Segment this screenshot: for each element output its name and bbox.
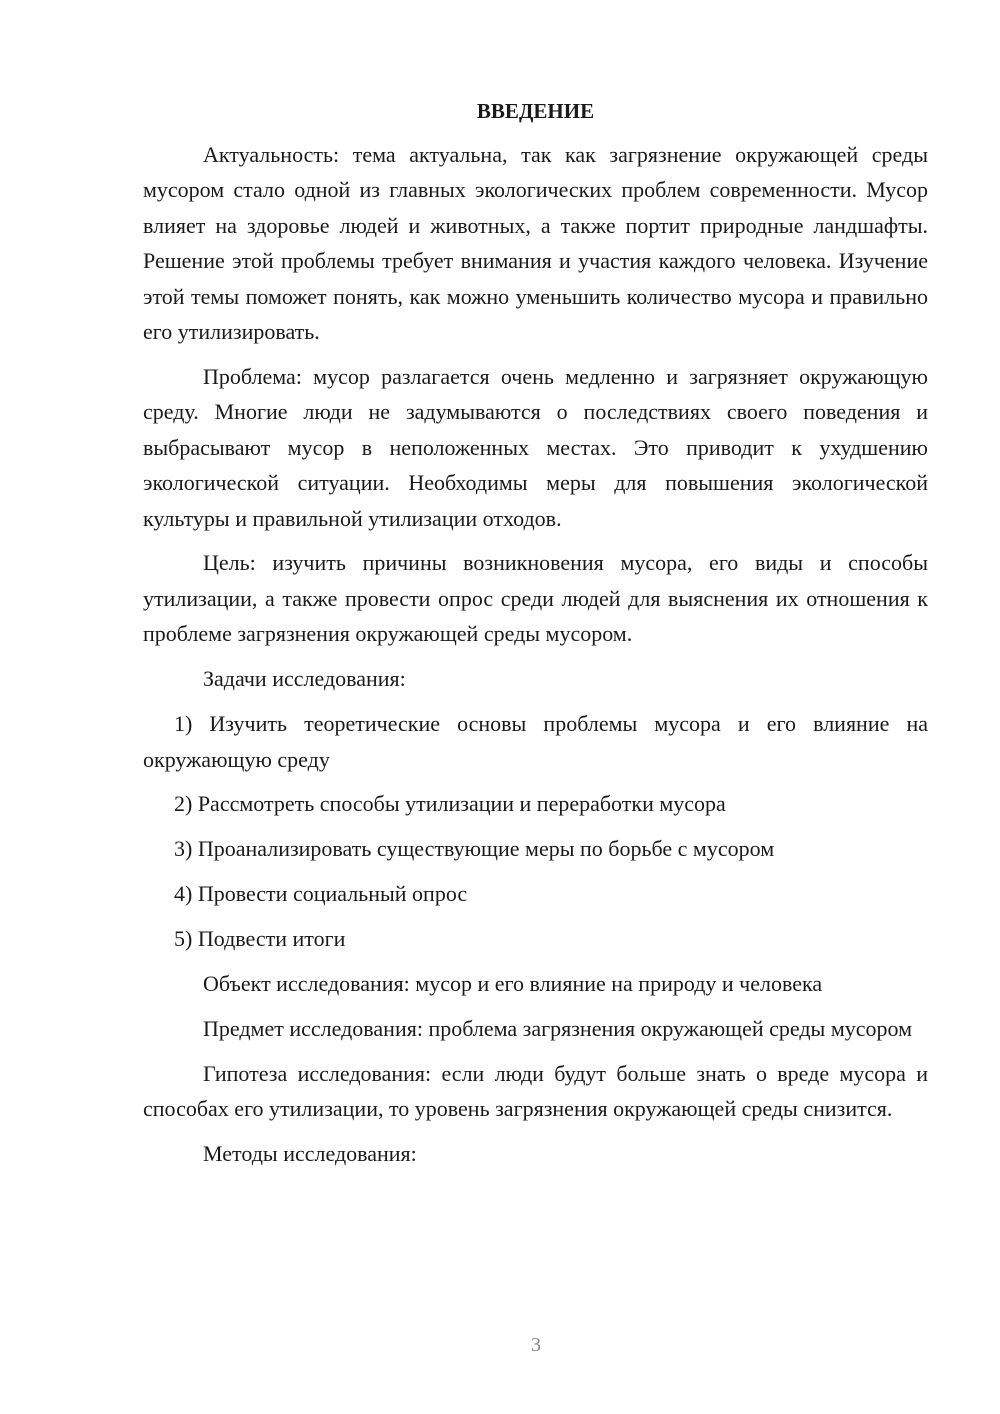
goal-paragraph: Цель: изучить причины возникновения мусора, его виды и способы утилизации, а также провести опрос среди людей для выяснения их отношения к проблеме загрязнения окружающей среды мусором. — [143, 550, 928, 647]
object-paragraph: Объект исследования: мусор и его влияние на природу и человека — [203, 971, 823, 997]
task-item: 1) Изучить теоретические основы проблемы мусора и его влияние на окружающую среду — [143, 711, 928, 772]
task-item: 5) Подвести итоги — [174, 926, 346, 952]
relevance-paragraph: Актуальность: тема актуальна, так как загрязнение окружающей среды мусором стало одной из главных экологических проблем современности. Мусор влияет на здоровье людей и животных, а также портит природные ландшафты. Решение этой проблемы требует внимания и участия каждого человека. Изучение этой темы поможет понять, как можно уменьшить количество мусора и правильно его утилизировать. — [143, 142, 928, 345]
task-item: 4) Провести социальный опрос — [174, 881, 468, 907]
methods-heading: Методы исследования: — [203, 1141, 417, 1167]
tasks-heading: Задачи исследования: — [203, 666, 406, 692]
section-title: ВВЕДЕНИЕ — [476, 99, 595, 123]
problem-paragraph: Проблема: мусор разлагается очень медленно и загрязняет окружающую среду. Многие люди не задумываются о последствиях своего поведения и выбрасывают мусор в неположенных местах. Это приводит к ухудшению экологической ситуации. Необходимы меры для повышения экологической культуры и правильной утилизации отходов. — [143, 363, 928, 531]
task-item: 2) Рассмотреть способы утилизации и переработки мусора — [174, 791, 726, 817]
page-number: 3 — [531, 1334, 541, 1356]
task-item: 3) Проанализировать существующие меры по борьбе с мусором — [174, 836, 775, 862]
subject-paragraph: Предмет исследования: проблема загрязнения окружающей среды мусором — [203, 1015, 913, 1041]
hypothesis-paragraph: Гипотеза исследования: если люди будут больше знать о вреде мусора и способах его утилизации, то уровень загрязнения окружающей среды снизится. — [143, 1060, 928, 1122]
document-page — [143, 96, 928, 1181]
